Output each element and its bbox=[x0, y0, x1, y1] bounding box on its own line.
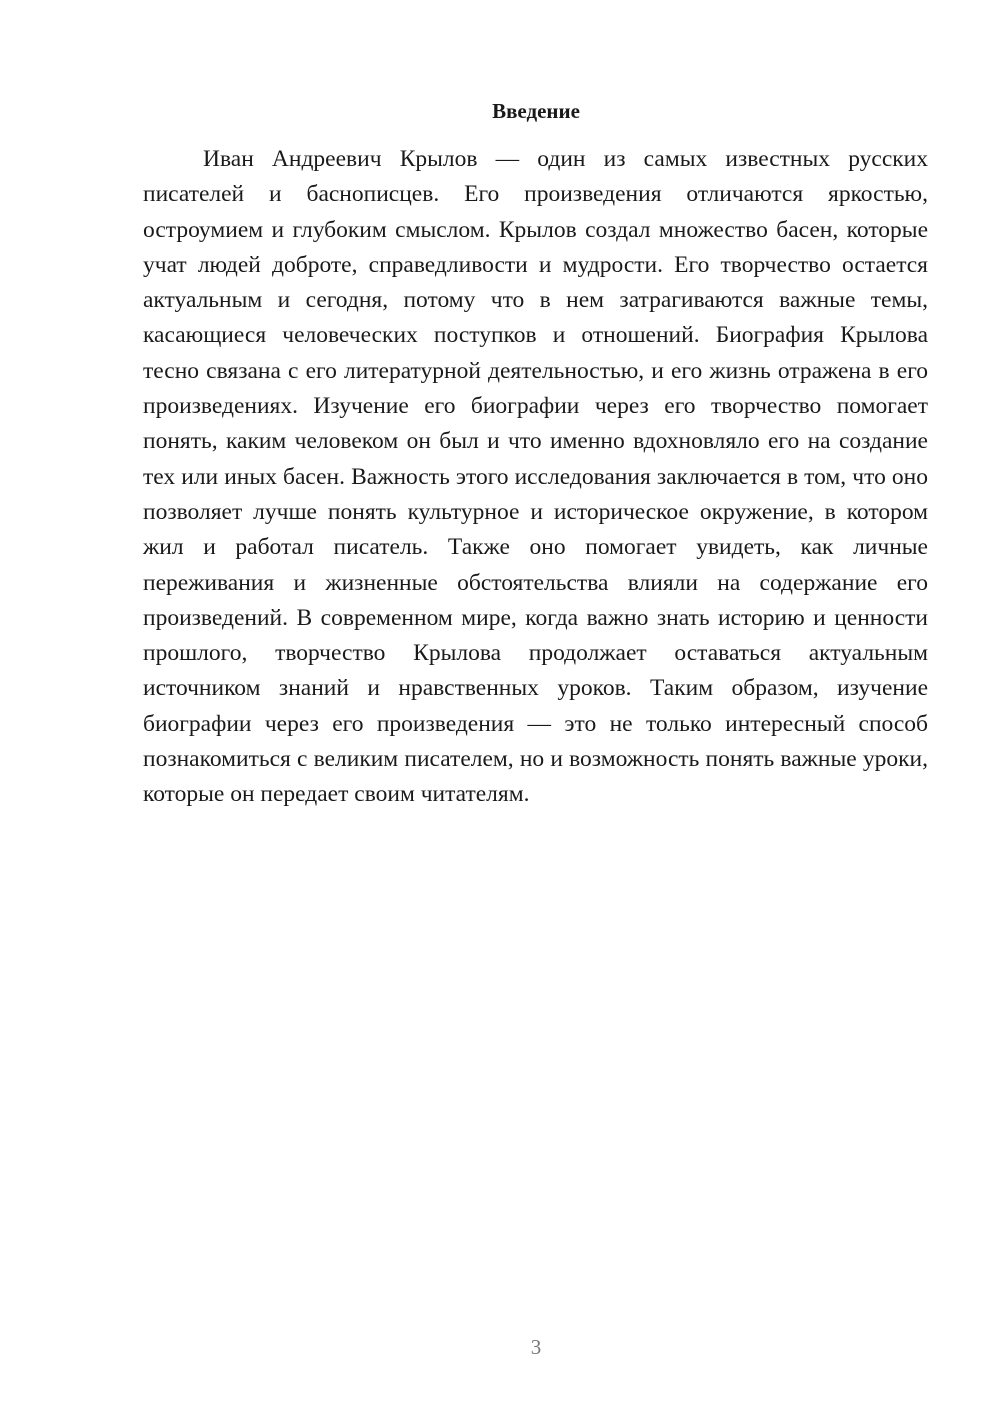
body-paragraph: Иван Андреевич Крылов — один из самых известных русских писателей и баснописцев. Его произведения отличаются яркостью, остроумием и глубоким смыслом. Крылов создал множество басен, которые учат людей доброте, справедливости и мудрости. Его творчество остается актуальным и сегодня, потому что в нем затрагиваются важные темы, касающиеся человеческих поступков и отношений. Биография Крылова тесно связана с его литературной деятельностью, и его жизнь отражена в его произведениях. Изучение его биографии через его творчество помогает понять, каким человеком он был и что именно вдохновляло его на создание тех или иных басен. Важность этого исследования заключается в том, что оно позволяет лучше понять культурное и историческое окружение, в котором жил и работал писатель. Также оно помогает увидеть, как личные переживания и жизненные обстоятельства влияли на содержание его произведений. В современном мире, когда важно знать историю и ценности прошлого, творчество Крылова продолжает оставаться актуальным источником знаний и нравственных уроков. Таким образом, изучение биографии через его произведения — это не только интересный способ познакомиться с великим писателем, но и возможность понять важные уроки, которые он передает своим читателям. bbox=[143, 146, 928, 808]
page-number: 3 bbox=[530, 1335, 542, 1359]
section-heading: Введение bbox=[492, 99, 580, 123]
